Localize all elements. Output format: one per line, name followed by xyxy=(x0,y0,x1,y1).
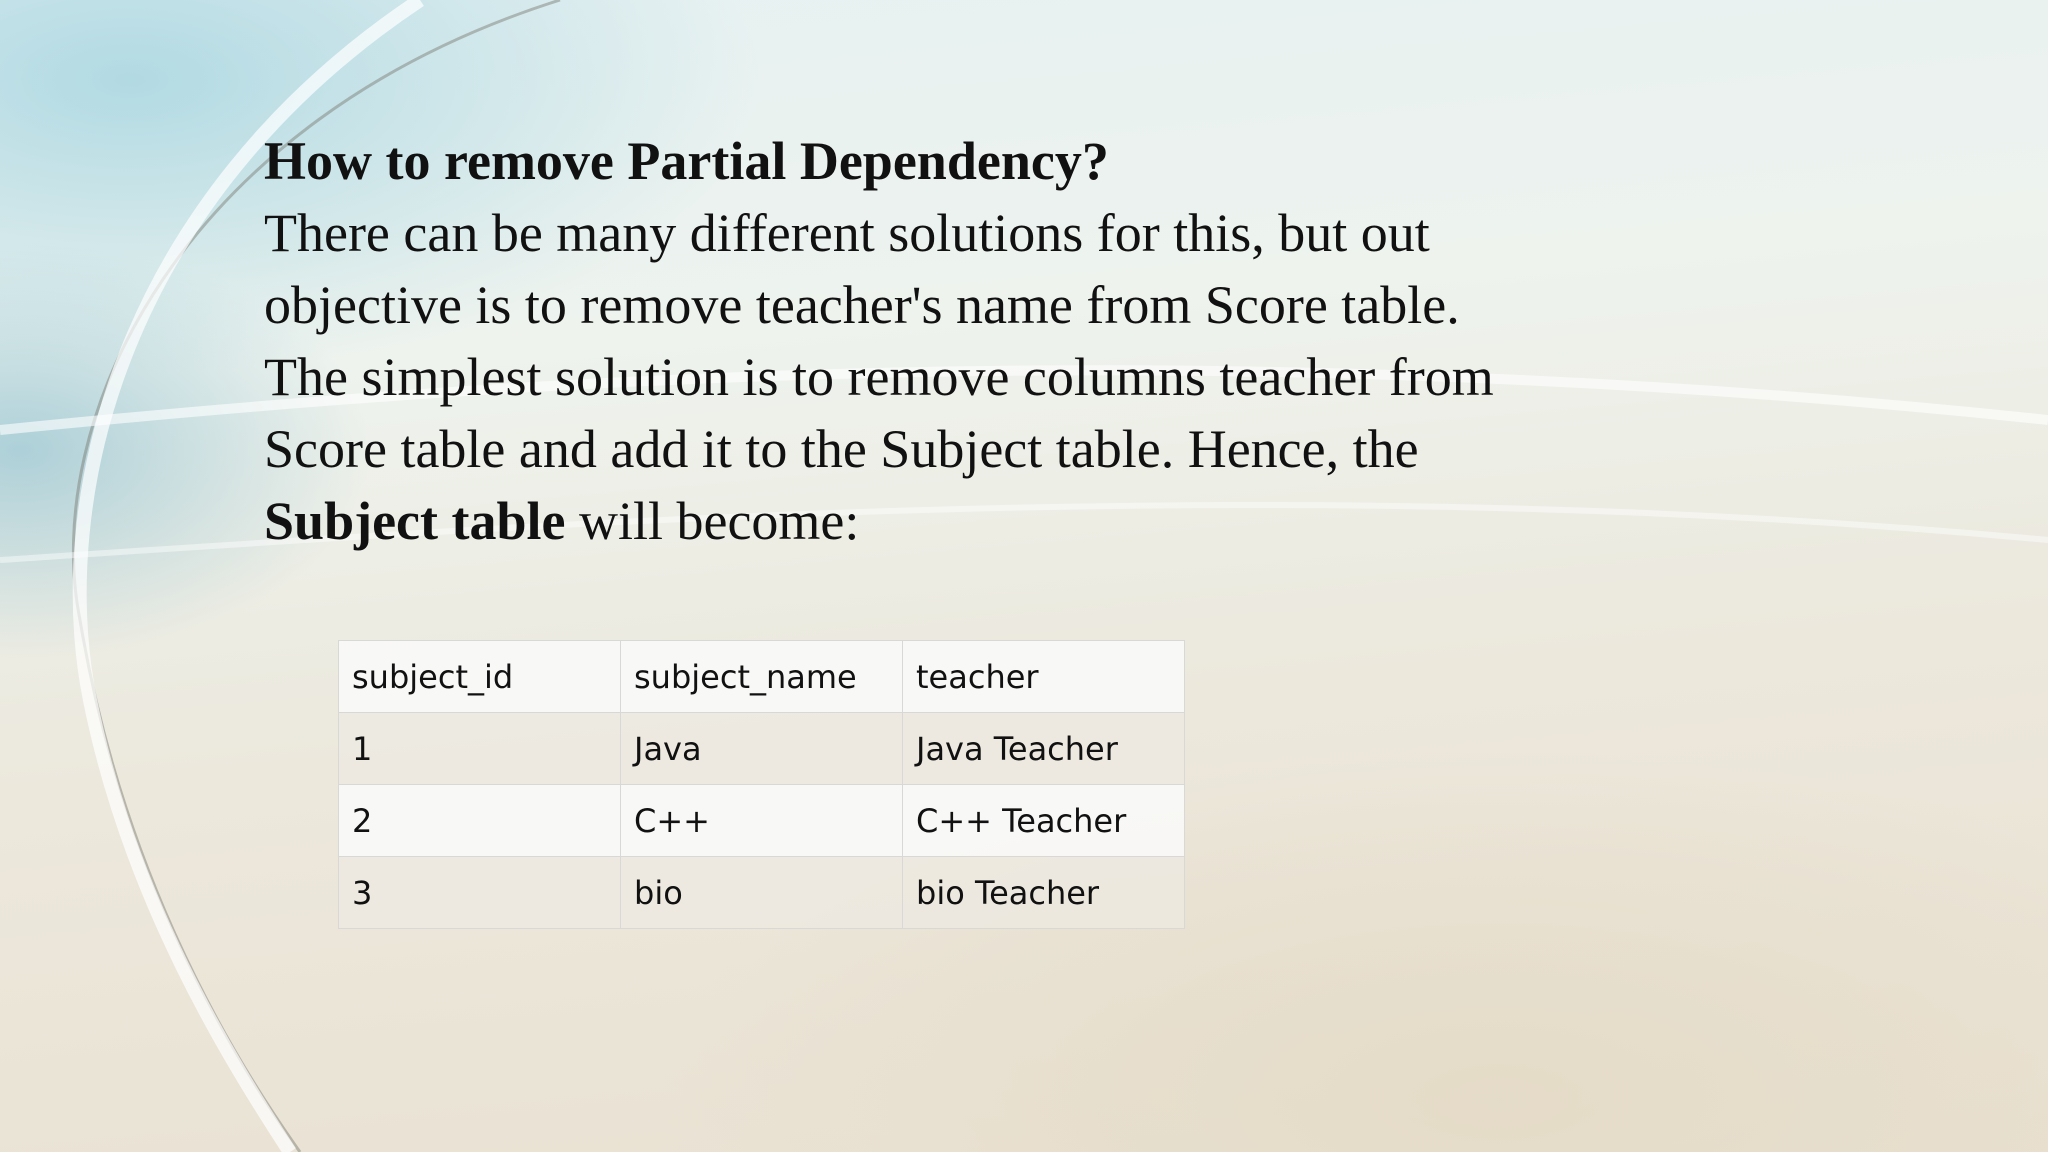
table-row xyxy=(339,857,1185,929)
cell-teacher: Java Teacher xyxy=(903,713,1185,785)
table-row xyxy=(339,785,1185,857)
cell-teacher: C++ Teacher xyxy=(903,785,1185,857)
paragraph-line-3: The simplest solution is to remove columns teacher from xyxy=(264,347,1494,407)
paragraph-line-2: objective is to remove teacher's name from Score table. xyxy=(264,275,1460,335)
header-teacher: teacher xyxy=(903,641,1185,713)
subject-table-emphasis: Subject table xyxy=(264,491,566,551)
paragraph-line-5-rest: will become: xyxy=(565,491,860,551)
slide-content xyxy=(264,125,1684,557)
cell-subject-id: 1 xyxy=(339,713,621,785)
cell-subject-id: 2 xyxy=(339,785,621,857)
table-row xyxy=(339,713,1185,785)
subject-table xyxy=(338,640,1185,929)
slide-heading: How to remove Partial Dependency? xyxy=(264,131,1109,191)
header-subject-id: subject_id xyxy=(339,641,621,713)
paragraph-line-4: Score table and add it to the Subject table. Hence, the xyxy=(264,419,1419,479)
paragraph-line-5 xyxy=(264,485,1684,557)
cell-subject-id: 3 xyxy=(339,857,621,929)
cell-subject-name: C++ xyxy=(621,785,903,857)
cell-subject-name: bio xyxy=(621,857,903,929)
header-subject-name: subject_name xyxy=(621,641,903,713)
paragraph-line-1: There can be many different solutions for this, but out xyxy=(264,203,1430,263)
table-header-row xyxy=(339,641,1185,713)
cell-subject-name: Java xyxy=(621,713,903,785)
cell-teacher: bio Teacher xyxy=(903,857,1185,929)
